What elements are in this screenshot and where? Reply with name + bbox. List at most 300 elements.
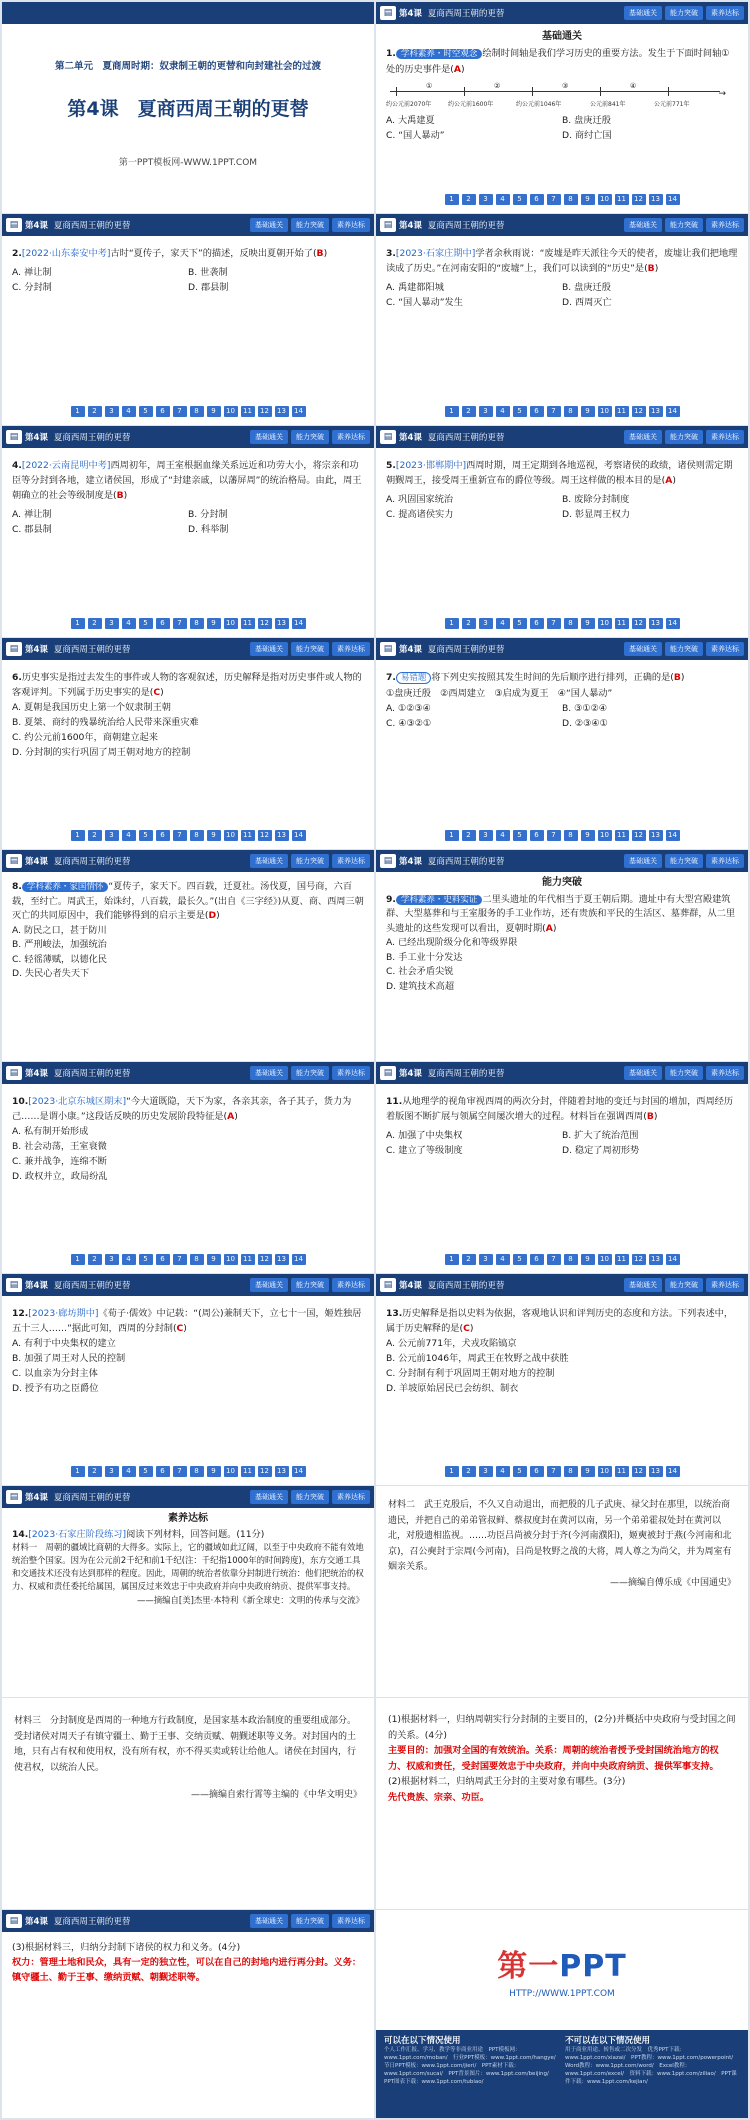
page-button[interactable]: 9 bbox=[581, 406, 595, 417]
page-button[interactable]: 4 bbox=[496, 830, 510, 841]
page-button[interactable]: 14 bbox=[666, 406, 680, 417]
answer: B bbox=[673, 672, 681, 683]
page-button[interactable]: 7 bbox=[547, 1254, 561, 1265]
question-text: 《荀子·儒效》中记载：“(周公)兼制天下，立七十一国，姬姓独居五十三人……”据此可知，西周的分封制( bbox=[12, 1308, 362, 1334]
page-button[interactable]: 5 bbox=[513, 830, 527, 841]
material-one: 材料一 周朝的疆域比商朝的大得多。实际上，它的疆域如此辽阔，以至于中央政府不能有效地统治整个国家。因为在公元前2千纪和前1千纪(注：千纪指1000年的时间跨度)，东方交通工具和交通技术还没有达到那样的程度。因此，周朝的统治者依靠分封制进行统治：他们把统治的权力、权威和责任委托给属国，属国反过来效忠于中央政府并向中央政府纳贡、提供军事支持。 bbox=[12, 1542, 364, 1591]
page-button[interactable]: 5 bbox=[513, 1466, 527, 1477]
tab-literacy[interactable]: 素养达标 bbox=[706, 1066, 744, 1080]
page-button[interactable]: 4 bbox=[122, 830, 136, 841]
option-c: C. 轻徭薄赋，以德化民 bbox=[12, 953, 107, 965]
tab-literacy[interactable]: 素养达标 bbox=[332, 854, 370, 868]
material-three: 材料三 分封制度是西周的一种地方行政制度，是国家基本政治制度的重要组成部分。受封诸侯对周天子有镇守疆土、勤于王事、交纳贡赋、朝觐述职等义务。对封国内的土地，只有占有权和使用权，没有所有权，亦不得买卖或转让给他人。诸侯在封国内，行使君权，以统治人民。 bbox=[14, 1716, 357, 1773]
option-b: B. 手工业十分发达 bbox=[386, 951, 463, 963]
option-a: A. 防民之口，甚于防川 bbox=[12, 924, 107, 936]
slide-ad bbox=[376, 1910, 748, 2118]
question-source: [2023·廊坊期中] bbox=[28, 1308, 99, 1319]
book-icon: ▤ bbox=[6, 854, 22, 868]
page-button[interactable]: 2 bbox=[462, 406, 476, 417]
slide-material2 bbox=[376, 1486, 748, 1697]
page-button[interactable]: 14 bbox=[292, 1254, 306, 1265]
page-button[interactable]: 2 bbox=[462, 618, 476, 629]
pager bbox=[2, 830, 374, 841]
event-list: ①盘庚迁殷 ②西周建立 ③启成为夏王 ④“国人暴动” bbox=[386, 688, 613, 699]
option-d: D. 商纣亡国 bbox=[562, 130, 612, 141]
page-button[interactable]: 8 bbox=[564, 1254, 578, 1265]
page-button[interactable]: 4 bbox=[496, 194, 510, 205]
page-button[interactable]: 1 bbox=[71, 1254, 85, 1265]
slide-q10: ▤ 第4课 夏商西周王朝的更替 基础通关 能力突破 素养达标 10.[2023·北京东城区期末]“今大道既隐，天下为家，各亲其亲，各子其子，货力为己……是谓小康。”这段话反映的历史发展阶段特征是(A) A. 私有制开始形成 B. 社会动荡，王室衰微 C. 兼并战争，连绵不断 D. 政权并立，政局纷乱 1 2 3 4 5 6 7 8 9 10 11 12 13 14 bbox=[2, 1062, 374, 1273]
page-button[interactable]: 4 bbox=[122, 1254, 136, 1265]
page-button[interactable]: 9 bbox=[581, 1466, 595, 1477]
question-source: [2023·石家庄期中] bbox=[395, 248, 476, 259]
site-logo: 第一PPT bbox=[497, 1949, 627, 1984]
page-button[interactable]: 13 bbox=[649, 618, 663, 629]
book-icon: ▤ bbox=[380, 1278, 396, 1292]
tab-ability[interactable]: 能力突破 bbox=[291, 854, 329, 868]
question-number: 11. bbox=[386, 1096, 403, 1107]
page-button[interactable]: 7 bbox=[547, 194, 561, 205]
page-button[interactable]: 13 bbox=[275, 618, 289, 629]
lesson-number: 第4课 bbox=[25, 1069, 48, 1079]
tab-basic[interactable]: 基础通关 bbox=[250, 430, 288, 444]
tab-ability[interactable]: 能力突破 bbox=[665, 854, 703, 868]
page-button[interactable]: 14 bbox=[666, 194, 680, 205]
page-button[interactable]: 14 bbox=[666, 1254, 680, 1265]
tab-literacy[interactable]: 素养达标 bbox=[332, 1278, 370, 1292]
allowed-text: 个人工作汇报、学习、教学等非商业用途 PPT模板网：www.1ppt.com/moban/ 行业PPT模板：www.1ppt.com/hangye/ 节日PPT模板：www.1ppt.com/jieri/ PPT素材下载：www.1ppt.com/sucai/ PPT背景图片：www.1ppt.com/beijing/ PPT图表下载：www.1ppt.com/tubiao/ bbox=[384, 2047, 562, 2085]
timeline-label: 约公元前1046年 bbox=[516, 101, 562, 108]
answer: C bbox=[153, 687, 161, 698]
page-button[interactable]: 13 bbox=[275, 830, 289, 841]
page-button[interactable]: 7 bbox=[173, 618, 187, 629]
page-button[interactable]: 1 bbox=[445, 618, 459, 629]
tab-ability[interactable]: 能力突破 bbox=[665, 1066, 703, 1080]
answer: A bbox=[227, 1111, 235, 1122]
option-a: A. 加强了中央集权 bbox=[386, 1130, 463, 1141]
slide-header bbox=[2, 1062, 374, 1084]
cover-top-strip bbox=[2, 2, 374, 24]
tab-basic[interactable]: 基础通关 bbox=[250, 1278, 288, 1292]
question-number: 6. bbox=[12, 672, 22, 683]
page-button[interactable]: 6 bbox=[156, 618, 170, 629]
tab-ability[interactable]: 能力突破 bbox=[291, 1490, 329, 1504]
tab-literacy[interactable]: 素养达标 bbox=[332, 1490, 370, 1504]
option-c: C. 兼并战争，连绵不断 bbox=[12, 1156, 107, 1167]
pager bbox=[376, 194, 748, 205]
page-button[interactable]: 9 bbox=[581, 194, 595, 205]
option-b: B. 世袭制 bbox=[188, 267, 228, 278]
question-source: [2023·邯郸期中] bbox=[395, 460, 467, 471]
page-button[interactable]: 6 bbox=[530, 1466, 544, 1477]
option-d: D. 羊坡原始居民已会纺织、制衣 bbox=[386, 1383, 519, 1394]
page-button[interactable]: 9 bbox=[207, 1254, 221, 1265]
page-button[interactable]: 11 bbox=[241, 830, 255, 841]
page-button[interactable]: 11 bbox=[615, 194, 629, 205]
page-button[interactable]: 7 bbox=[547, 406, 561, 417]
page-button[interactable]: 3 bbox=[479, 618, 493, 629]
page-button[interactable]: 7 bbox=[173, 1254, 187, 1265]
page-button[interactable]: 12 bbox=[632, 830, 646, 841]
tab-basic[interactable]: 基础通关 bbox=[624, 1066, 662, 1080]
page-button[interactable]: 3 bbox=[479, 1466, 493, 1477]
page-button[interactable]: 1 bbox=[445, 1466, 459, 1477]
page-button[interactable]: 13 bbox=[649, 406, 663, 417]
page-button[interactable]: 14 bbox=[292, 618, 306, 629]
lesson-title: 夏商西周王朝的更替 bbox=[427, 9, 505, 19]
question-tag: 学科素养・史料实证 bbox=[396, 895, 483, 905]
timeline-label: 公元前841年 bbox=[590, 101, 626, 108]
page-button[interactable]: 5 bbox=[513, 194, 527, 205]
page-button[interactable]: 8 bbox=[190, 406, 204, 417]
book-icon: ▤ bbox=[6, 642, 22, 656]
question-text: 历史事实是指过去发生的事件或人物的客观叙述，历史解释是指对历史事件或人物的客观评判。下列属于历史事实的是( bbox=[12, 672, 362, 698]
page-button[interactable]: 3 bbox=[479, 194, 493, 205]
page-button[interactable]: 8 bbox=[190, 830, 204, 841]
page-button[interactable]: 6 bbox=[530, 618, 544, 629]
page-button[interactable]: 8 bbox=[564, 830, 578, 841]
page-button[interactable]: 14 bbox=[292, 1466, 306, 1477]
tab-ability[interactable]: 能力突破 bbox=[291, 642, 329, 656]
tab-ability[interactable]: 能力突破 bbox=[665, 6, 703, 20]
page-button[interactable]: 6 bbox=[530, 1254, 544, 1265]
page-button[interactable]: 6 bbox=[530, 194, 544, 205]
page-button[interactable]: 10 bbox=[224, 406, 238, 417]
tab-literacy[interactable]: 素养达标 bbox=[332, 1066, 370, 1080]
answer-3: 权力：管理土地和民众，具有一定的独立性，可以在自己的封地内进行再分封。义务：镇守疆土、勤于王事、缴纳贡赋、朝觐述职等。 bbox=[12, 1957, 362, 1983]
page-button[interactable]: 3 bbox=[105, 830, 119, 841]
page-button[interactable]: 3 bbox=[105, 1466, 119, 1477]
page-button[interactable]: 8 bbox=[564, 618, 578, 629]
lesson-number: 第4课 bbox=[25, 857, 48, 867]
book-icon: ▤ bbox=[6, 1278, 22, 1292]
option-a: A. 已经出现阶级分化和等级界限 bbox=[386, 937, 518, 948]
page-button[interactable]: 13 bbox=[649, 1466, 663, 1477]
page-button[interactable]: 5 bbox=[513, 406, 527, 417]
page-button[interactable]: 13 bbox=[275, 1254, 289, 1265]
page-button[interactable]: 6 bbox=[530, 830, 544, 841]
tab-basic[interactable]: 基础通关 bbox=[624, 218, 662, 232]
option-b: B. 分封制 bbox=[188, 509, 228, 520]
tab-ability[interactable]: 能力突破 bbox=[291, 218, 329, 232]
page-button[interactable]: 11 bbox=[615, 1254, 629, 1265]
page-button[interactable]: 4 bbox=[496, 406, 510, 417]
page-button[interactable]: 2 bbox=[88, 406, 102, 417]
page-button[interactable]: 5 bbox=[513, 1254, 527, 1265]
option-d: D. 稳定了周初形势 bbox=[562, 1145, 640, 1156]
pager bbox=[376, 618, 748, 629]
page-button[interactable]: 4 bbox=[496, 618, 510, 629]
option-b: B. 加强了周王对人民的控制 bbox=[12, 1353, 126, 1364]
page-button[interactable]: 8 bbox=[190, 1466, 204, 1477]
page-button[interactable]: 1 bbox=[71, 1466, 85, 1477]
tab-basic[interactable]: 基础通关 bbox=[250, 1490, 288, 1504]
page-button[interactable]: 4 bbox=[496, 1466, 510, 1477]
page-button[interactable]: 13 bbox=[649, 830, 663, 841]
lesson-title: 夏商西周王朝的更替 bbox=[53, 857, 131, 867]
lesson-title: 夏商西周王朝的更替 bbox=[53, 433, 131, 443]
page-button[interactable]: 12 bbox=[632, 1254, 646, 1265]
page-button[interactable]: 12 bbox=[632, 194, 646, 205]
page-button[interactable]: 7 bbox=[173, 1466, 187, 1477]
page-button[interactable]: 2 bbox=[88, 830, 102, 841]
option-c: C. 提高诸侯实力 bbox=[386, 509, 454, 520]
tab-basic[interactable]: 基础通关 bbox=[624, 854, 662, 868]
page-button[interactable]: 13 bbox=[649, 194, 663, 205]
page-button[interactable]: 4 bbox=[496, 1254, 510, 1265]
book-icon: ▤ bbox=[6, 218, 22, 232]
page-button[interactable]: 5 bbox=[139, 1466, 153, 1477]
page-button[interactable]: 14 bbox=[292, 406, 306, 417]
page-button[interactable]: 9 bbox=[207, 618, 221, 629]
tab-literacy[interactable]: 素养达标 bbox=[332, 642, 370, 656]
lesson-number: 第4课 bbox=[399, 857, 422, 867]
page-button[interactable]: 3 bbox=[105, 1254, 119, 1265]
page-button[interactable]: 9 bbox=[207, 406, 221, 417]
option-a: A. 禅让制 bbox=[12, 509, 52, 520]
option-a: A. ①②③④ bbox=[386, 703, 431, 714]
page-button[interactable]: 2 bbox=[88, 1466, 102, 1477]
page-button[interactable]: 1 bbox=[71, 830, 85, 841]
page-button[interactable]: 14 bbox=[666, 830, 680, 841]
section-title: 素养达标 bbox=[168, 1513, 208, 1524]
tab-basic[interactable]: 基础通关 bbox=[250, 642, 288, 656]
tab-ability[interactable]: 能力突破 bbox=[665, 642, 703, 656]
tab-literacy[interactable]: 素养达标 bbox=[706, 430, 744, 444]
page-button[interactable]: 12 bbox=[258, 1254, 272, 1265]
page-button[interactable]: 1 bbox=[445, 194, 459, 205]
tab-basic[interactable]: 基础通关 bbox=[250, 1066, 288, 1080]
book-icon: ▤ bbox=[380, 642, 396, 656]
page-button[interactable]: 1 bbox=[71, 618, 85, 629]
page-button[interactable]: 10 bbox=[224, 1254, 238, 1265]
page-button[interactable]: 8 bbox=[564, 1466, 578, 1477]
answer: D bbox=[208, 910, 217, 921]
page-button[interactable]: 9 bbox=[207, 830, 221, 841]
pager bbox=[376, 830, 748, 841]
tab-basic[interactable]: 基础通关 bbox=[624, 6, 662, 20]
page-button[interactable]: 12 bbox=[632, 618, 646, 629]
pager bbox=[376, 1254, 748, 1265]
tab-literacy[interactable]: 素养达标 bbox=[706, 854, 744, 868]
slide-header bbox=[2, 850, 374, 872]
option-b: B. 盘庚迁殷 bbox=[562, 115, 611, 126]
question-text: 古时“夏传子，家天下”的描述，反映出夏朝开始了( bbox=[110, 248, 317, 259]
page-button[interactable]: 6 bbox=[530, 406, 544, 417]
timeline: → ① ② ③ ④ 约公元前2070年 约公元前1600年 约公元前1046年 公元前841年 公元前771年 bbox=[386, 79, 738, 109]
page-button[interactable]: 5 bbox=[139, 618, 153, 629]
lesson-number: 第4课 bbox=[399, 1281, 422, 1291]
page-button[interactable]: 10 bbox=[224, 830, 238, 841]
page-button[interactable]: 7 bbox=[547, 618, 561, 629]
page-button[interactable]: 13 bbox=[649, 1254, 663, 1265]
page-button[interactable]: 7 bbox=[547, 830, 561, 841]
page-button[interactable]: 10 bbox=[598, 1254, 612, 1265]
page-button[interactable]: 12 bbox=[632, 1466, 646, 1477]
pager bbox=[2, 1466, 374, 1477]
page-button[interactable]: 6 bbox=[156, 406, 170, 417]
page-button[interactable]: 11 bbox=[615, 1466, 629, 1477]
tab-ability[interactable]: 能力突破 bbox=[665, 1278, 703, 1292]
question-number: 7. bbox=[386, 672, 396, 683]
option-c: C. ④③②① bbox=[386, 718, 432, 729]
page-button[interactable]: 3 bbox=[105, 618, 119, 629]
page-button[interactable]: 12 bbox=[258, 406, 272, 417]
page-button[interactable]: 14 bbox=[666, 618, 680, 629]
page-button[interactable]: 1 bbox=[445, 830, 459, 841]
tab-literacy[interactable]: 素养达标 bbox=[706, 642, 744, 656]
slide-q3: ▤ 第4课 夏商西周王朝的更替 基础通关 能力突破 素养达标 3.[2023·石家庄期中]学者余秋雨说：“废墟是昨天派往今天的使者，废墟让我们把地理读成了历史。”在河南安阳的“废墟”上，我们可以读到的“历史”是(B) A. 禹建都阳城 B. 盘庚迁殷 C. “国人暴动”发生 D. 西周灭亡 1 2 3 4 5 6 7 8 9 10 11 12 13 14 bbox=[376, 214, 748, 425]
page-button[interactable]: 13 bbox=[275, 1466, 289, 1477]
page-button[interactable]: 5 bbox=[513, 618, 527, 629]
option-b: B. 废除分封制度 bbox=[562, 494, 630, 505]
page-button[interactable]: 10 bbox=[224, 618, 238, 629]
option-a: A. 巩固国家统治 bbox=[386, 494, 454, 505]
page-button[interactable]: 10 bbox=[224, 1466, 238, 1477]
question-number: 8. bbox=[12, 881, 22, 892]
page-button[interactable]: 10 bbox=[598, 618, 612, 629]
page-button[interactable]: 11 bbox=[241, 406, 255, 417]
page-button[interactable]: 2 bbox=[462, 1254, 476, 1265]
page-button[interactable]: 12 bbox=[258, 830, 272, 841]
book-icon: ▤ bbox=[6, 1490, 22, 1504]
page-button[interactable]: 7 bbox=[173, 406, 187, 417]
page-button[interactable]: 9 bbox=[207, 1466, 221, 1477]
page-button[interactable]: 5 bbox=[139, 830, 153, 841]
page-button[interactable]: 13 bbox=[275, 406, 289, 417]
page-button[interactable]: 4 bbox=[122, 1466, 136, 1477]
page-button[interactable]: 3 bbox=[479, 1254, 493, 1265]
site-url[interactable]: HTTP://WWW.1PPT.COM bbox=[509, 1989, 615, 1999]
tab-basic[interactable]: 基础通关 bbox=[250, 1914, 288, 1928]
page-button[interactable]: 14 bbox=[292, 830, 306, 841]
page-button[interactable]: 11 bbox=[615, 406, 629, 417]
book-icon: ▤ bbox=[380, 218, 396, 232]
page-button[interactable]: 11 bbox=[615, 618, 629, 629]
page-button[interactable]: 7 bbox=[173, 830, 187, 841]
lesson-title: 夏商西周王朝的更替 bbox=[53, 645, 131, 655]
tab-literacy[interactable]: 素养达标 bbox=[332, 218, 370, 232]
slide-header bbox=[2, 1274, 374, 1296]
page-button[interactable]: 2 bbox=[88, 1254, 102, 1265]
slide-header bbox=[376, 2, 748, 24]
page-button[interactable]: 1 bbox=[71, 406, 85, 417]
page-button[interactable]: 2 bbox=[88, 618, 102, 629]
lesson-number: 第4课 bbox=[25, 1917, 48, 1927]
page-button[interactable]: 10 bbox=[598, 830, 612, 841]
slide-header bbox=[2, 214, 374, 236]
page-button[interactable]: 3 bbox=[479, 406, 493, 417]
page-button[interactable]: 4 bbox=[122, 406, 136, 417]
tab-ability[interactable]: 能力突破 bbox=[665, 218, 703, 232]
page-button[interactable]: 12 bbox=[258, 618, 272, 629]
page-button[interactable]: 8 bbox=[190, 618, 204, 629]
cover-title: 第4课 夏商西周王朝的更替 bbox=[67, 98, 309, 120]
slide-answer-3 bbox=[2, 1910, 374, 2118]
page-button[interactable]: 8 bbox=[564, 194, 578, 205]
timeline-mark: ③ bbox=[562, 82, 569, 90]
timeline-mark: ② bbox=[494, 82, 501, 90]
lesson-title: 夏商西周王朝的更替 bbox=[53, 1493, 131, 1503]
page-button[interactable]: 10 bbox=[598, 1466, 612, 1477]
tab-ability[interactable]: 能力突破 bbox=[291, 430, 329, 444]
option-b: B. 扩大了统治范围 bbox=[562, 1130, 639, 1141]
page-button[interactable]: 12 bbox=[258, 1466, 272, 1477]
option-d: D. 科举制 bbox=[188, 524, 229, 535]
page-button[interactable]: 5 bbox=[139, 1254, 153, 1265]
page-button[interactable]: 3 bbox=[105, 406, 119, 417]
tab-literacy[interactable]: 素养达标 bbox=[332, 1914, 370, 1928]
page-button[interactable]: 10 bbox=[598, 406, 612, 417]
tab-ability[interactable]: 能力突破 bbox=[665, 430, 703, 444]
page-button[interactable]: 6 bbox=[156, 1254, 170, 1265]
page-button[interactable]: 2 bbox=[462, 194, 476, 205]
pager bbox=[376, 406, 748, 417]
tab-basic[interactable]: 基础通关 bbox=[250, 854, 288, 868]
timeline-label: 公元前771年 bbox=[654, 101, 690, 108]
book-icon: ▤ bbox=[380, 6, 396, 20]
pager bbox=[2, 406, 374, 417]
tab-basic[interactable]: 基础通关 bbox=[624, 430, 662, 444]
page-button[interactable]: 9 bbox=[581, 1254, 595, 1265]
answer: B bbox=[646, 1111, 654, 1122]
tab-literacy[interactable]: 素养达标 bbox=[706, 1278, 744, 1292]
page-button[interactable]: 12 bbox=[632, 406, 646, 417]
lesson-number: 第4课 bbox=[399, 221, 422, 231]
page-button[interactable]: 11 bbox=[615, 830, 629, 841]
page-button[interactable]: 2 bbox=[462, 830, 476, 841]
sub-question-2: (2)根据材料二，归纳周武王分封的主要对象有哪些。(3分) bbox=[388, 1776, 626, 1787]
page-button[interactable]: 3 bbox=[479, 830, 493, 841]
slide-q13: ▤ 第4课 夏商西周王朝的更替 基础通关 能力突破 素养达标 13.历史解释是指以史料为依据，客观地认识和评判历史的态度和方法。下列表述中，属于历史解释的是(C) A. 公元前771年，犬戎攻陷镐京 B. 公元前1046年，周武王在牧野之战中获胜 C. 分封制有利于巩固周王朝对地方的控制 D. 羊坡原始居民已会纺织、制衣 1 2 3 4 5 6 7 8 9 10 11 12 13 14 bbox=[376, 1274, 748, 1485]
tab-ability[interactable]: 能力突破 bbox=[291, 1278, 329, 1292]
page-button[interactable]: 11 bbox=[241, 1254, 255, 1265]
page-button[interactable]: 4 bbox=[122, 618, 136, 629]
page-button[interactable]: 7 bbox=[547, 1466, 561, 1477]
lesson-title: 夏商西周王朝的更替 bbox=[53, 221, 131, 231]
page-button[interactable]: 8 bbox=[564, 406, 578, 417]
page-button[interactable]: 9 bbox=[581, 618, 595, 629]
tab-literacy[interactable]: 素养达标 bbox=[706, 218, 744, 232]
page-button[interactable]: 6 bbox=[156, 1466, 170, 1477]
option-a: A. 禹建都阳城 bbox=[386, 282, 444, 293]
page-button[interactable]: 2 bbox=[462, 1466, 476, 1477]
page-button[interactable]: 8 bbox=[190, 1254, 204, 1265]
page-button[interactable]: 11 bbox=[241, 1466, 255, 1477]
page-button[interactable]: 11 bbox=[241, 618, 255, 629]
answer: A bbox=[545, 922, 553, 934]
tab-basic[interactable]: 基础通关 bbox=[624, 642, 662, 656]
tab-basic[interactable]: 基础通关 bbox=[624, 1278, 662, 1292]
page-button[interactable]: 6 bbox=[156, 830, 170, 841]
lesson-title: 夏商西周王朝的更替 bbox=[427, 1069, 505, 1079]
option-c: C. 分封制有利于巩固周王朝对地方的控制 bbox=[386, 1368, 555, 1379]
tab-basic[interactable]: 基础通关 bbox=[250, 218, 288, 232]
page-button[interactable]: 5 bbox=[139, 406, 153, 417]
page-button[interactable]: 10 bbox=[598, 194, 612, 205]
page-button[interactable]: 1 bbox=[445, 1254, 459, 1265]
tab-literacy[interactable]: 素养达标 bbox=[332, 430, 370, 444]
option-c: C. 分封制 bbox=[12, 282, 52, 293]
page-button[interactable]: 1 bbox=[445, 406, 459, 417]
slide-header bbox=[376, 214, 748, 236]
page-button[interactable]: 14 bbox=[666, 1466, 680, 1477]
page-button[interactable]: 9 bbox=[581, 830, 595, 841]
tab-ability[interactable]: 能力突破 bbox=[291, 1914, 329, 1928]
tab-ability[interactable]: 能力突破 bbox=[291, 1066, 329, 1080]
tab-literacy[interactable]: 素养达标 bbox=[706, 6, 744, 20]
material-citation: ——摘编自[美]杰里·本特利《新全球史：文明的传承与交流》 bbox=[137, 1595, 364, 1605]
